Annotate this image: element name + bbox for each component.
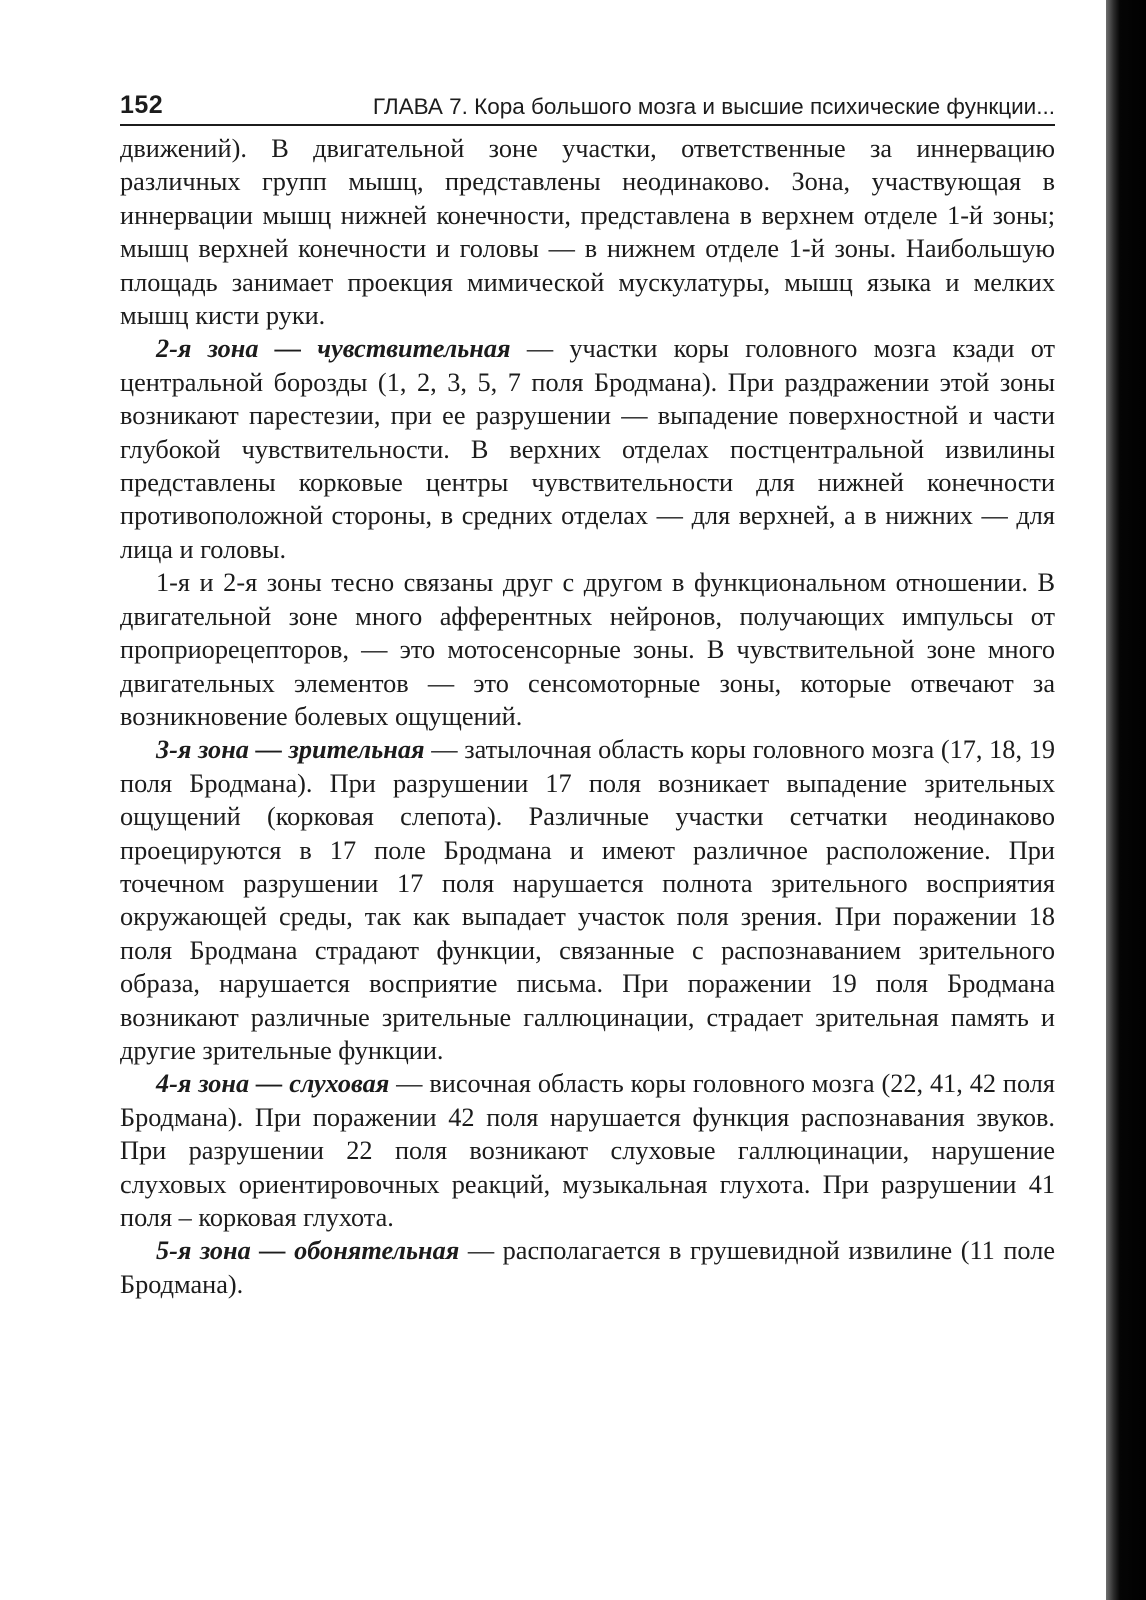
- zone-term: 3-я зона — зрительная: [156, 735, 425, 765]
- paragraph: [120, 566, 1055, 733]
- page-body: [120, 132, 1055, 1301]
- paragraph: [120, 1234, 1055, 1301]
- page-header: [120, 84, 1055, 126]
- paragraph: [120, 1067, 1055, 1234]
- zone-term: 4-я зона — слуховая: [156, 1069, 390, 1099]
- zone-term: 5-я зона — обонятельная: [156, 1236, 460, 1266]
- running-title: ГЛАВА 7. Кора большого мозга и высшие психические функции...: [372, 94, 1055, 119]
- paragraph: [120, 132, 1055, 332]
- paragraph: [120, 733, 1055, 1067]
- paragraph-text: 1-я и 2-я зоны тесно связаны друг с другом в функциональном отношении. В двигательной зоне много афферентных нейронов, получающих импульсы от проприорецепторов, — это мотосенсорные зоны. В чувствительной зоне много двигательных элементов — это сенсомоторные зоны, которые отвечают за возникновение болевых ощущений.: [120, 568, 1055, 731]
- paragraph-text: — участки коры головного мозга кзади от центральной борозды (1, 2, 3, 5, 7 поля Бродмана). При раздражении этой зоны возникают парестезии, при ее разрушении — выпадение поверхностной и части глубокой чувствительности. В верхних отделах постцентральной извилины представлены корковые центры чувствительности для нижней конечности противоположной стороны, в средних отделах — для верхней, а в нижних — для лица и головы.: [120, 334, 1055, 564]
- paragraph-text: — височная область коры головного мозга (22, 41, 42 поля Бродмана). При поражении 42 поля нарушается функция распознавания звуков. При разрушении 22 поля возникают слуховые галлюцинации, нарушение слуховых ориентировочных реакций, музыкальная глухота. При разрушении 41 поля – корковая глухота.: [120, 1069, 1055, 1232]
- paragraph-text: — затылочная область коры головного мозга (17, 18, 19 поля Бродмана). При разрушении 17 поля возникает выпадение зрительных ощущений (корковая слепота). Различные участки сетчатки неодинаково проецируются в 17 поле Бродмана и имеют различное расположение. При точечном разрушении 17 поля нарушается полнота зрительного восприятия окружающей среды, так как выпадает участок поля зрения. При поражении 18 поля Бродмана страдают функции, связанные с распознаванием зрительного образа, нарушается восприятие письма. При поражении 19 поля Бродмана возникают различные зрительные галлюцинации, страдает зрительная память и другие зрительные функции.: [120, 735, 1055, 1065]
- zone-term: 2-я зона — чувствительная: [156, 334, 511, 364]
- paragraph: [120, 332, 1055, 566]
- paragraph-text: движений). В двигательной зоне участки, ответственные за иннервацию различных групп мышц, представлены неодинаково. Зона, участвующая в иннервации мышц нижней конечности, представлена в верхнем отделе 1-й зоны; мышц верхней конечности и головы — в нижнем отделе 1-й зоны. Наибольшую площадь занимает проекция мимической мускулатуры, мышц языка и мелких мышц кисти руки.: [120, 134, 1055, 331]
- paragraph-text: — располагается в грушевидной извилине (11 поле Бродмана).: [120, 1236, 1056, 1299]
- page-number: 152: [120, 91, 164, 119]
- book-spine-shadow: [1106, 0, 1146, 1600]
- book-page: [120, 84, 1055, 1301]
